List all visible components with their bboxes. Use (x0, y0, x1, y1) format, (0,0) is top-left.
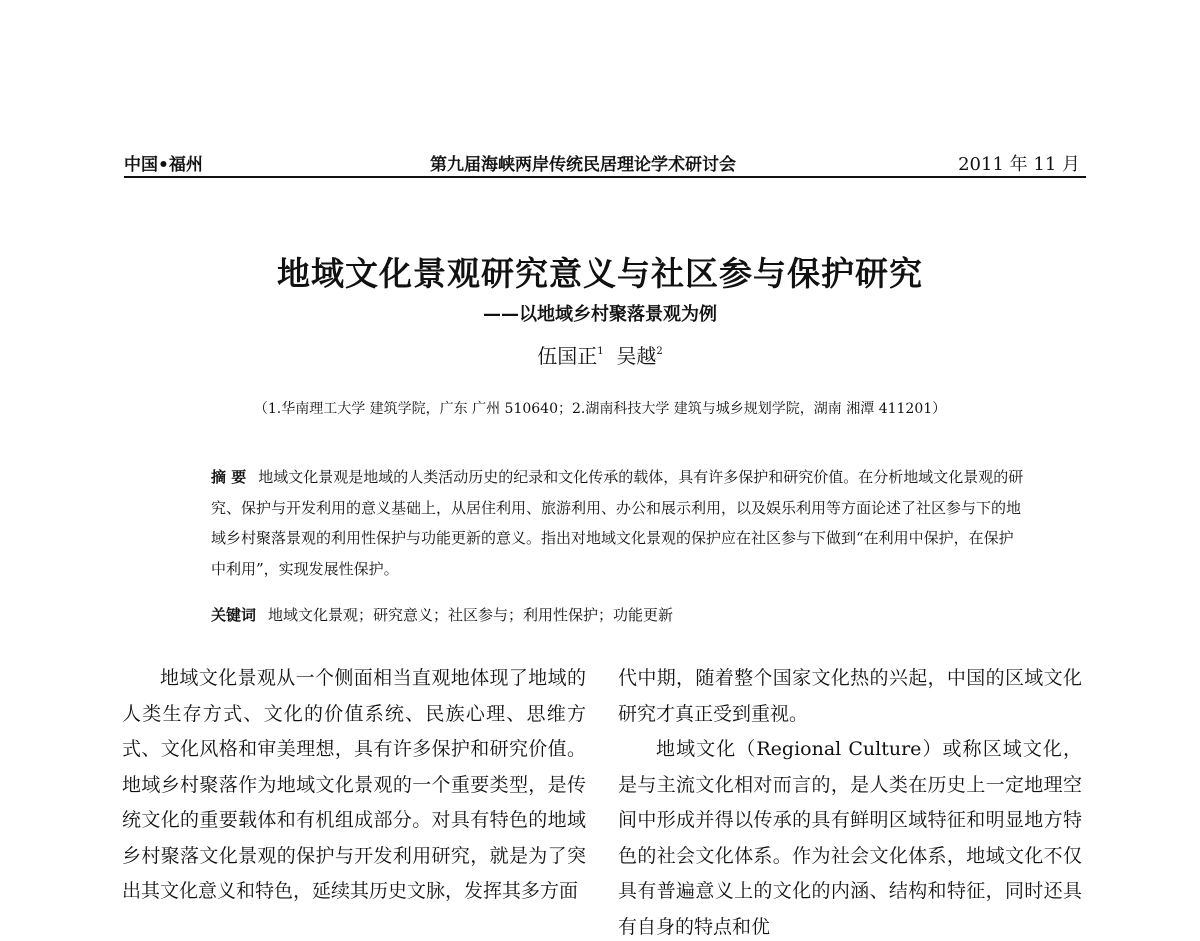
header-date: 2011 年 11 月 (958, 154, 1080, 175)
body-paragraph: 地域文化景观从一个侧面相当直观地体现了地域的人类生存方式、文化的价值系统、民族心理、思维方式、文化风格和审美理想，具有许多保护和研究价值。地域乡村聚落作为地域文化景观的一个重要类型，是传统文化的重要载体和有机组成部分。对具有特色的地域乡村聚落文化景观的保护与开发利用研究，就是为了突出其文化意义和特色，延续其历史文脉，发挥其多方面 (122, 667, 586, 902)
body-column-right (618, 661, 1082, 941)
keywords (211, 600, 1026, 630)
author-mark: 1 (597, 346, 604, 357)
abstract (211, 462, 1026, 584)
running-header (124, 148, 1086, 178)
header-location: 中国•福州 (124, 155, 203, 175)
author-name: 伍国正 (537, 344, 598, 368)
paper-subtitle: ——以地域乡村聚落景观为例 (483, 304, 717, 325)
author-name: 吴越 (616, 344, 657, 368)
abstract-label: 摘 要 (211, 468, 247, 486)
body-paragraph: 代中期，随着整个国家文化热的兴起，中国的区域文化研究才真正受到重视。 (618, 667, 1082, 725)
body-column-left (122, 661, 586, 941)
header-conference: 第九届海峡两岸传统民居理论学术研讨会 (430, 155, 736, 175)
author-list (0, 340, 1200, 369)
keywords-text: 地域文化景观；研究意义；社区参与；利用性保护；功能更新 (268, 606, 674, 624)
body-paragraph: 地域文化（Regional Culture）或称区域文化，是与主流文化相对而言的，是人类在历史上一定地理空间中形成并得以传承的具有鲜明区域特征和明显地方特色的社会文化体系。作为社会文化体系，地域文化不仅具有普遍意义上的文化的内涵、结构和特征，同时还具有自身的特点和优 (618, 738, 1082, 938)
keywords-label: 关键词 (211, 606, 257, 624)
affiliations: （1.华南理工大学 建筑学院，广东 广州 510640；2.湖南科技大学 建筑与城乡规划学院，湖南 湘潭 411201） (253, 401, 947, 417)
paper-title: 地域文化景观研究意义与社区参与保护研究 (277, 254, 923, 293)
abstract-text: 地域文化景观是地域的人类活动历史的纪录和文化传承的载体，具有许多保护和研究价值。在分析地域文化景观的研究、保护与开发利用的意义基础上，从居住利用、旅游利用、办公和展示利用，以及娱乐利用等方面论述了社区参与下的地域乡村聚落景观的利用性保护与功能更新的意义。指出对地域文化景观的保护应在社区参与下做到“在利用中保护，在保护中利用”，实现发展性保护。 (211, 468, 1024, 578)
author-mark: 2 (656, 346, 663, 357)
